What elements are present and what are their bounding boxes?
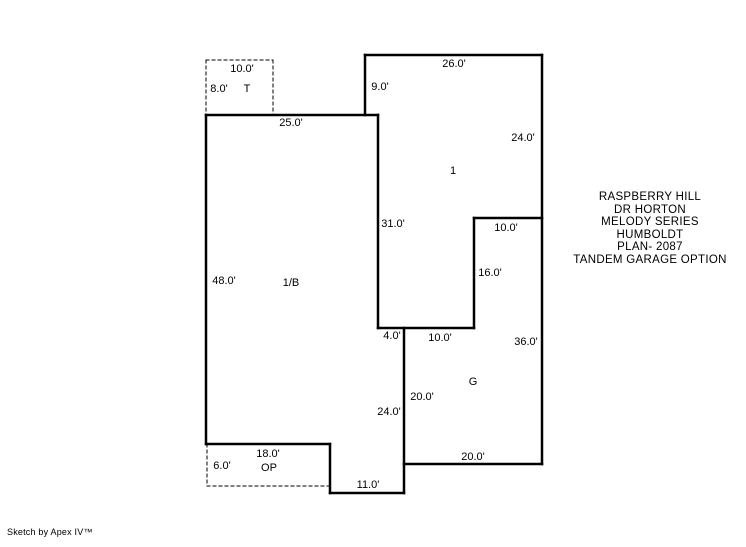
title-line-model: HUMBOLDT (616, 228, 684, 241)
firstfloor-top-dim: 25.0' (279, 117, 303, 129)
porch-width-dim: 18.0' (256, 448, 280, 460)
area1-right-dim: 24.0' (511, 132, 535, 144)
garage-top-dim: 10.0' (494, 222, 518, 234)
area1-label: 1 (449, 165, 457, 177)
title-line-option: TANDEM GARAGE OPTION (573, 253, 727, 266)
plan-title-block (560, 191, 740, 266)
area1-top-dim: 26.0' (442, 58, 466, 70)
tandem-width-dim: 10.0' (230, 63, 254, 75)
jog-left-dim: 9.0' (371, 81, 389, 93)
title-line-plan: PLAN- 2087 (617, 241, 683, 253)
title-line-builder: DR HORTON (614, 203, 686, 216)
bottom-jog-dim: 4.0' (383, 330, 401, 342)
tandem-area-label: T (243, 83, 251, 95)
bottom-step-dim: 11.0' (356, 479, 380, 491)
lower-left-dim: 24.0' (377, 406, 401, 418)
garage-right-dim: 36.0' (514, 336, 538, 348)
garage-left-dim: 20.0' (410, 391, 434, 403)
area1-bottom-dim: 10.0' (428, 332, 452, 344)
garage-upper-left-dim: 16.0' (478, 267, 502, 279)
title-line-series: MELODY SERIES (601, 216, 699, 228)
tandem-depth-dim: 8.0' (210, 83, 228, 95)
porch-area-label: OP (261, 462, 277, 474)
title-line-subdivision: RASPBERRY HILL (598, 191, 702, 203)
apex-credit: Sketch by Apex IV™ (7, 527, 93, 537)
firstfloor-area-label: 1/B (282, 277, 300, 289)
garage-area-label: G (468, 376, 478, 388)
firstfloor-left-dim: 48.0' (212, 275, 236, 287)
garage-bottom-dim: 20.0' (461, 451, 485, 463)
area1-left-dim: 31.0' (381, 218, 405, 230)
porch-depth-dim: 6.0' (213, 460, 231, 472)
